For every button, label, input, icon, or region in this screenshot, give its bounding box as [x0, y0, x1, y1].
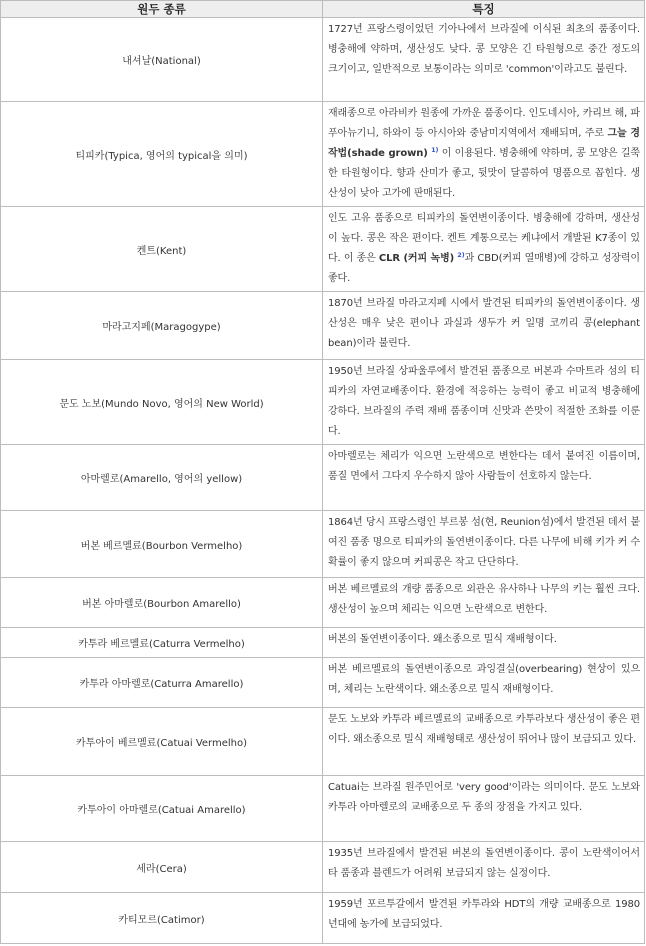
variety-name: 문도 노보(Mundo Novo, 영어의 New World) — [1, 360, 323, 445]
variety-description: 1950년 브라질 상파울루에서 발견된 품종으로 버본과 수마트라 섬의 티피카의 자연교배종이다. 환경에 적응하는 능력이 좋고 비교적 병충해에 강하다. 브라질의 주력 재배 품종이며 신맛과 쓴맛이 적절한 조화를 이룬다. — [323, 360, 645, 445]
variety-description: 아마렐로는 체리가 익으면 노란색으로 변한다는 데서 붙여진 이름이며, 품질 면에서 그다지 우수하지 않아 사람들이 선호하지 않는다. — [323, 445, 645, 511]
footnote-marker: 1) — [431, 146, 439, 154]
variety-description: 문도 노보와 카투라 베르멜료의 교배종으로 카투라보다 생산성이 좋은 편이다. 왜소종으로 밀식 재배형태로 생산성이 뛰어나 많이 보급되고 있다. — [323, 708, 645, 776]
variety-description: 버본의 돌연변이종이다. 왜소종으로 밀식 재배형이다. — [323, 628, 645, 658]
variety-description: 버본 베르멜료의 돌연변이종으로 과잉결실(overbearing) 현상이 있으며, 체리는 노란색이다. 왜소종으로 밀식 재배형이다. — [323, 658, 645, 708]
variety-name: 마라고지페(Maragogype) — [1, 292, 323, 360]
highlight-term: 그늘 경작법(shade grown) — [328, 128, 640, 159]
variety-name: 카투라 베르멜료(Caturra Vermelho) — [1, 628, 323, 658]
variety-description: 버본 베르멜료의 개량 품종으로 외관은 유사하나 나무의 키는 훨씬 크다. 생산성이 높으며 체리는 익으면 노란색으로 변한다. — [323, 578, 645, 628]
table-row — [1, 658, 645, 708]
table-header-row — [1, 1, 645, 18]
table-row — [1, 511, 645, 578]
table-row — [1, 893, 645, 944]
header-variety: 원두 종류 — [1, 1, 323, 18]
variety-name: 카투아이 베르멜료(Catuai Vermelho) — [1, 708, 323, 776]
table-row — [1, 102, 645, 207]
table-row — [1, 842, 645, 893]
table-row — [1, 628, 645, 658]
variety-description: 재래종으로 아라비카 원종에 가까운 품종이다. 인도네시아, 카리브 해, 파푸아뉴기니, 하와이 등 아시아와 중남미지역에서 재배되며, 주로 그늘 경작법(shade grown) $^{1)}$ 이 이용된다. 병충해에 약하며, 콩 모양은 길쭉한 타원형이다. 향과 산미가 좋고, 뒷맛이 달콤하여 명품으로 꼽힌다. 생산성이 낮아 고가에 판매된다. — [323, 102, 645, 207]
variety-name: 티피카(Typica, 영어의 typical을 의미) — [1, 102, 323, 207]
variety-name: 카티모르(Catimor) — [1, 893, 323, 944]
variety-description: 1864년 당시 프랑스령인 부르봉 섬(현, Reunion섬)에서 발견된 데서 붙여진 품종 명으로 티피카의 돌연변이종이다. 다른 나무에 비해 키가 커 수확률이 좋지 않으며 커피콩은 작고 단단하다. — [323, 511, 645, 578]
table-row — [1, 18, 645, 102]
table-row — [1, 776, 645, 842]
variety-name: 버본 아마렐로(Bourbon Amarello) — [1, 578, 323, 628]
variety-description: 1959년 포르투갈에서 발견된 카투라와 HDT의 개량 교배종으로 1980년대에 농가에 보급되었다. — [323, 893, 645, 944]
variety-name: 버본 베르멜료(Bourbon Vermelho) — [1, 511, 323, 578]
table-row — [1, 578, 645, 628]
variety-name: 카투라 아마렐로(Caturra Amarello) — [1, 658, 323, 708]
variety-name: 세라(Cera) — [1, 842, 323, 893]
footnote-marker: 2) — [457, 251, 465, 259]
variety-name: 켄트(Kent) — [1, 207, 323, 292]
table-row — [1, 445, 645, 511]
variety-description: Catuai는 브라질 원주민어로 'very good'이라는 의미이다. 문도 노보와 카투라 아마렐로의 교배종으로 두 종의 장점을 가지고 있다. — [323, 776, 645, 842]
table-row — [1, 360, 645, 445]
header-feature: 특징 — [323, 1, 645, 18]
variety-description: 1870년 브라질 마라고지페 시에서 발견된 티피카의 돌연변이종이다. 생산성은 매우 낮은 편이나 과실과 생두가 커 일명 코끼리 콩(elephant bean)이라 불린다. — [323, 292, 645, 360]
variety-name: 내셔날(National) — [1, 18, 323, 102]
variety-description: 인도 고유 품종으로 티피카의 돌연변이종이다. 병충해에 강하며, 생산성이 높다. 콩은 작은 편이다. 켄트 계통으로는 케냐에서 개발된 K7종이 있다. 이 종은 CLR (커피 녹병) $^{2)}$과 CBD(커피 열매병)에 강하고 성장력이 좋다. — [323, 207, 645, 292]
variety-name: 아마렐로(Amarello, 영어의 yellow) — [1, 445, 323, 511]
table-row — [1, 708, 645, 776]
table-row — [1, 292, 645, 360]
variety-name: 카투아이 아마렐로(Catuai Amarello) — [1, 776, 323, 842]
variety-description: 1935년 브라질에서 발견된 버본의 돌연변이종이다. 콩이 노란색이어서 타 품종과 블렌드가 어려워 보급되지 않는 실정이다. — [323, 842, 645, 893]
variety-description: 1727년 프랑스령이었던 기아나에서 브라질에 이식된 최초의 품종이다. 병충해에 약하며, 생산성도 낮다. 콩 모양은 긴 타원형으로 중간 정도의 크기이고, 일반적으로 보통이라는 의미로 'common'이라고도 불린다. — [323, 18, 645, 102]
table-row — [1, 207, 645, 292]
highlight-term: CLR (커피 녹병) — [378, 253, 455, 264]
